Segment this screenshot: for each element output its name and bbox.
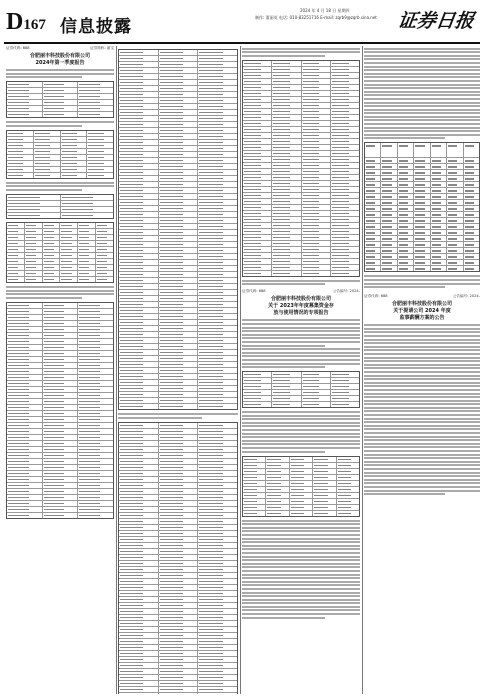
column-divider [362,46,363,694]
article-title: 合肥丽丰科技股份有限公司 2024年第一季度报告 [29,53,90,66]
column-divider [116,46,117,694]
article-supervisor-pay [364,294,480,495]
article-title: 合肥丽丰科技股份有限公司 关于提请公司 2024 年度 监事薪酬方案的公告 [391,301,452,322]
data-table [118,49,238,410]
data-table [242,60,360,277]
data-table [242,371,360,408]
article-codes: 证券代码: 688 公告编号: 2024- [242,289,360,294]
newspaper-masthead: 证券日报 [396,10,476,32]
article-codes: 证券代码: 688 公告编号: 2024- [364,294,480,299]
column-4 [364,46,480,694]
data-table [6,222,114,283]
article-codes: 证券代码: 688 证券简称: 丽宝 [6,46,114,50]
data-table [6,302,114,519]
data-table [118,422,238,694]
column-2 [118,46,238,694]
data-table [6,130,114,179]
article-title: 合肥丽丰科技股份有限公司 关于 2023年年度募集资金存 放与使用情况的专项报告 [268,296,334,317]
data-table [242,456,360,517]
page-number: D167 [6,9,46,35]
page-header [0,0,484,44]
data-table [364,142,480,272]
date-line: 2024 年 4 月 18 日 星期四 [300,8,350,13]
article-fund-usage [242,289,360,618]
column-1 [6,46,114,694]
column-divider [240,46,241,694]
data-table [6,81,114,118]
header-rule [4,42,480,44]
data-table [6,194,114,219]
column-3 [242,46,360,694]
section-title: 信息披露 [60,17,132,37]
article-quarterly-report [6,46,114,519]
editor-line: 制作: 董丽英 电话: 010-83251716 E-mail: zqrb9@zqrb.sina.net [255,15,377,20]
